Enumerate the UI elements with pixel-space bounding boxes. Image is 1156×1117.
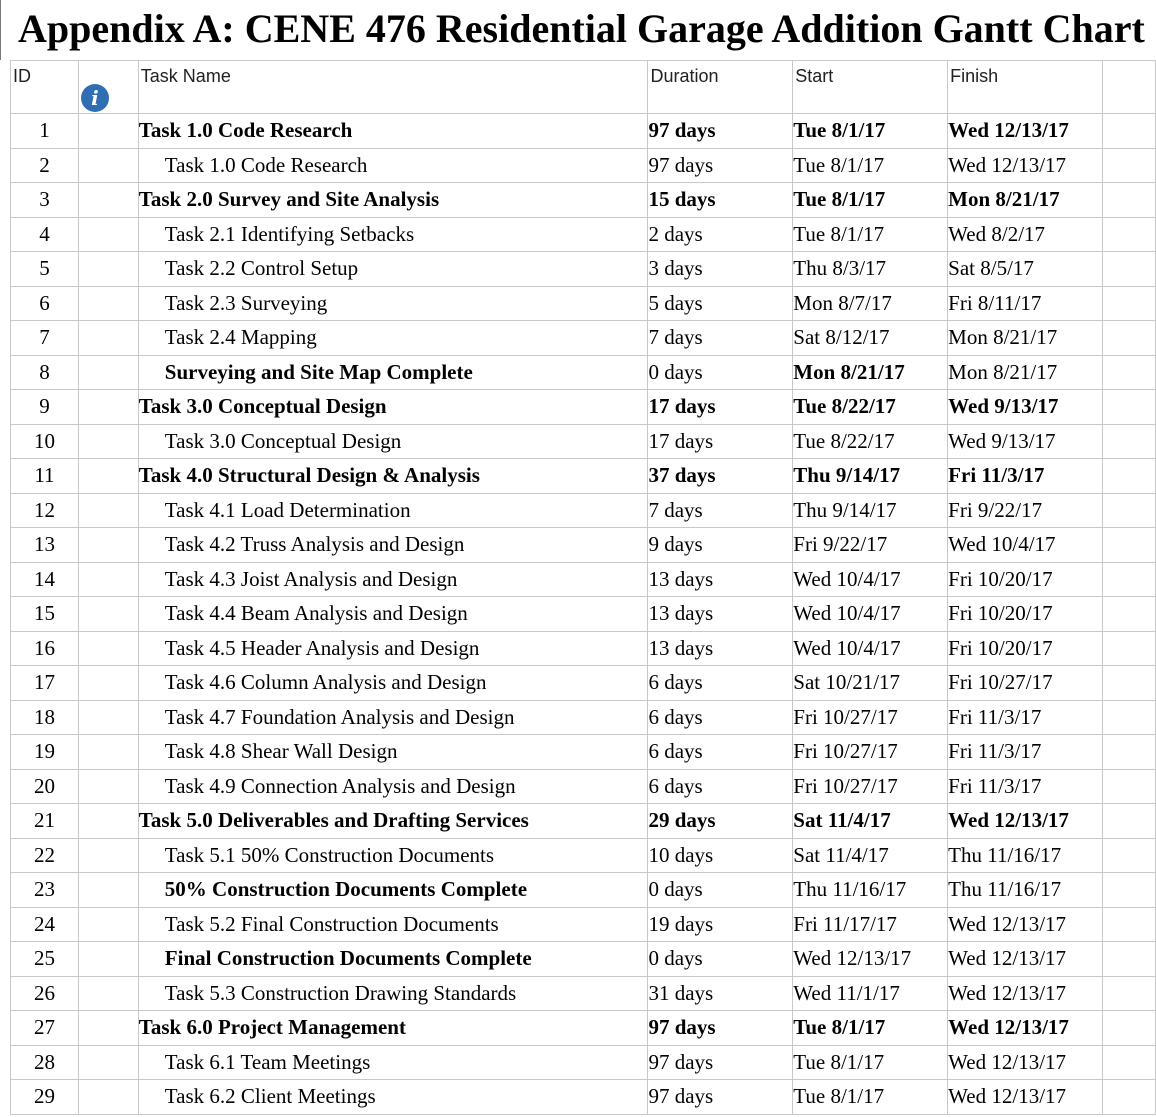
- row-finish[interactable]: Wed 9/13/17: [948, 424, 1103, 459]
- table-row[interactable]: [11, 459, 1156, 494]
- table-row[interactable]: [11, 424, 1156, 459]
- row-finish[interactable]: Fri 11/3/17: [948, 459, 1103, 494]
- table-row[interactable]: [11, 286, 1156, 321]
- row-task-name[interactable]: 50% Construction Documents Complete: [138, 873, 648, 908]
- row-duration[interactable]: 13 days: [648, 597, 793, 632]
- row-task-name[interactable]: Task 1.0 Code Research: [138, 148, 648, 183]
- row-start[interactable]: Fri 10/27/17: [793, 769, 948, 804]
- row-task-name[interactable]: Task 2.1 Identifying Setbacks: [138, 217, 648, 252]
- row-start[interactable]: Wed 12/13/17: [793, 942, 948, 977]
- row-id[interactable]: 3: [11, 183, 79, 218]
- row-finish[interactable]: Wed 9/13/17: [948, 390, 1103, 425]
- row-empty: [1103, 735, 1156, 770]
- row-start[interactable]: Fri 9/22/17: [793, 528, 948, 563]
- row-id[interactable]: 17: [11, 666, 79, 701]
- row-empty: [1103, 873, 1156, 908]
- row-start[interactable]: Fri 10/27/17: [793, 735, 948, 770]
- row-empty: [1103, 355, 1156, 390]
- row-id[interactable]: 25: [11, 942, 79, 977]
- row-id[interactable]: 13: [11, 528, 79, 563]
- table-row[interactable]: [11, 735, 1156, 770]
- row-id[interactable]: 29: [11, 1080, 79, 1115]
- row-id[interactable]: 18: [11, 700, 79, 735]
- row-finish[interactable]: Fri 11/3/17: [948, 700, 1103, 735]
- row-task-name[interactable]: Task 2.0 Survey and Site Analysis: [138, 183, 648, 218]
- column-header-start[interactable]: Start: [793, 61, 948, 114]
- table-row[interactable]: [11, 976, 1156, 1011]
- row-task-name[interactable]: Task 4.9 Connection Analysis and Design: [138, 769, 648, 804]
- row-info: [78, 321, 138, 356]
- row-start[interactable]: Tue 8/1/17: [793, 1011, 948, 1046]
- row-start[interactable]: Sat 8/12/17: [793, 321, 948, 356]
- row-task-name[interactable]: Task 5.2 Final Construction Documents: [138, 907, 648, 942]
- row-start[interactable]: Thu 11/16/17: [793, 873, 948, 908]
- row-empty: [1103, 459, 1156, 494]
- row-id[interactable]: 28: [11, 1045, 79, 1080]
- row-finish[interactable]: Wed 12/13/17: [948, 1011, 1103, 1046]
- row-task-name[interactable]: Task 4.2 Truss Analysis and Design: [138, 528, 648, 563]
- row-info: [78, 873, 138, 908]
- row-duration[interactable]: 97 days: [648, 148, 793, 183]
- row-id[interactable]: 16: [11, 631, 79, 666]
- column-header-task-name[interactable]: Task Name: [138, 61, 648, 114]
- row-id[interactable]: 24: [11, 907, 79, 942]
- row-empty: [1103, 1011, 1156, 1046]
- row-task-name[interactable]: Task 4.1 Load Determination: [138, 493, 648, 528]
- table-row[interactable]: [11, 562, 1156, 597]
- row-duration[interactable]: 13 days: [648, 562, 793, 597]
- row-task-name[interactable]: Task 6.1 Team Meetings: [138, 1045, 648, 1080]
- row-info: [78, 631, 138, 666]
- row-empty: [1103, 666, 1156, 701]
- row-duration[interactable]: 3 days: [648, 252, 793, 287]
- table-row[interactable]: [11, 321, 1156, 356]
- row-finish[interactable]: Mon 8/21/17: [948, 355, 1103, 390]
- row-duration[interactable]: 0 days: [648, 873, 793, 908]
- row-finish[interactable]: Wed 12/13/17: [948, 1080, 1103, 1115]
- row-finish[interactable]: Fri 9/22/17: [948, 493, 1103, 528]
- row-info: [78, 769, 138, 804]
- row-start[interactable]: Fri 11/17/17: [793, 907, 948, 942]
- row-start[interactable]: Tue 8/1/17: [793, 183, 948, 218]
- row-duration[interactable]: 6 days: [648, 666, 793, 701]
- row-start[interactable]: Thu 9/14/17: [793, 493, 948, 528]
- row-duration[interactable]: 7 days: [648, 493, 793, 528]
- row-info: [78, 390, 138, 425]
- row-info: [78, 735, 138, 770]
- row-empty: [1103, 390, 1156, 425]
- row-info: [78, 804, 138, 839]
- row-start[interactable]: Mon 8/7/17: [793, 286, 948, 321]
- row-empty: [1103, 907, 1156, 942]
- table-row[interactable]: [11, 355, 1156, 390]
- row-task-name[interactable]: Task 5.0 Deliverables and Drafting Services: [138, 804, 648, 839]
- row-id[interactable]: 5: [11, 252, 79, 287]
- row-task-name[interactable]: Task 5.3 Construction Drawing Standards: [138, 976, 648, 1011]
- row-task-name[interactable]: Task 4.8 Shear Wall Design: [138, 735, 648, 770]
- row-empty: [1103, 700, 1156, 735]
- row-id[interactable]: 9: [11, 390, 79, 425]
- row-id[interactable]: 4: [11, 217, 79, 252]
- row-task-name[interactable]: Task 2.3 Surveying: [138, 286, 648, 321]
- row-start[interactable]: Tue 8/1/17: [793, 1045, 948, 1080]
- row-info: [78, 838, 138, 873]
- row-id[interactable]: 27: [11, 1011, 79, 1046]
- row-task-name[interactable]: Task 3.0 Conceptual Design: [138, 390, 648, 425]
- row-duration[interactable]: 29 days: [648, 804, 793, 839]
- row-info: [78, 597, 138, 632]
- row-info: [78, 217, 138, 252]
- row-empty: [1103, 424, 1156, 459]
- row-empty: [1103, 183, 1156, 218]
- row-finish[interactable]: Sat 8/5/17: [948, 252, 1103, 287]
- row-info: [78, 1045, 138, 1080]
- table-row[interactable]: [11, 528, 1156, 563]
- row-info: [78, 493, 138, 528]
- row-finish[interactable]: Wed 10/4/17: [948, 528, 1103, 563]
- row-duration[interactable]: 17 days: [648, 424, 793, 459]
- row-start[interactable]: Tue 8/1/17: [793, 148, 948, 183]
- row-duration[interactable]: 10 days: [648, 838, 793, 873]
- row-finish[interactable]: Thu 11/16/17: [948, 838, 1103, 873]
- table-row[interactable]: [11, 114, 1156, 149]
- row-empty: [1103, 1080, 1156, 1115]
- row-info: [78, 976, 138, 1011]
- row-duration[interactable]: 15 days: [648, 183, 793, 218]
- table-row[interactable]: [11, 1011, 1156, 1046]
- row-info: [78, 286, 138, 321]
- row-task-name[interactable]: Task 4.0 Structural Design & Analysis: [138, 459, 648, 494]
- row-duration[interactable]: 97 days: [648, 1080, 793, 1115]
- row-info: [78, 183, 138, 218]
- row-info: [78, 114, 138, 149]
- row-start[interactable]: Sat 10/21/17: [793, 666, 948, 701]
- row-task-name[interactable]: Task 3.0 Conceptual Design: [138, 424, 648, 459]
- row-info: [78, 252, 138, 287]
- row-empty: [1103, 286, 1156, 321]
- row-start[interactable]: Tue 8/1/17: [793, 1080, 948, 1115]
- row-empty: [1103, 217, 1156, 252]
- row-empty: [1103, 252, 1156, 287]
- row-task-name[interactable]: Task 1.0 Code Research: [138, 114, 648, 149]
- row-finish[interactable]: Wed 8/2/17: [948, 217, 1103, 252]
- table-row[interactable]: [11, 252, 1156, 287]
- row-start[interactable]: Sat 11/4/17: [793, 838, 948, 873]
- row-empty: [1103, 631, 1156, 666]
- row-id[interactable]: 10: [11, 424, 79, 459]
- row-empty: [1103, 148, 1156, 183]
- column-header-id[interactable]: ID: [11, 61, 79, 114]
- row-start[interactable]: Wed 10/4/17: [793, 562, 948, 597]
- row-empty: [1103, 562, 1156, 597]
- row-finish[interactable]: Wed 12/13/17: [948, 907, 1103, 942]
- row-empty: [1103, 114, 1156, 149]
- table-row[interactable]: [11, 217, 1156, 252]
- row-task-name[interactable]: Task 2.2 Control Setup: [138, 252, 648, 287]
- row-id[interactable]: 2: [11, 148, 79, 183]
- row-start[interactable]: Tue 8/22/17: [793, 390, 948, 425]
- gantt-task-table: [10, 60, 1156, 1115]
- row-finish[interactable]: Wed 12/13/17: [948, 148, 1103, 183]
- title-left-border: [0, 0, 1, 60]
- table-row[interactable]: [11, 1045, 1156, 1080]
- row-id[interactable]: 1: [11, 114, 79, 149]
- row-duration[interactable]: 6 days: [648, 700, 793, 735]
- row-finish[interactable]: Thu 11/16/17: [948, 873, 1103, 908]
- row-empty: [1103, 769, 1156, 804]
- table-row[interactable]: [11, 1080, 1156, 1115]
- column-header-info[interactable]: [78, 61, 138, 114]
- row-info: [78, 148, 138, 183]
- row-duration[interactable]: 31 days: [648, 976, 793, 1011]
- table-header-row: [11, 61, 1156, 114]
- row-id[interactable]: 19: [11, 735, 79, 770]
- table-row[interactable]: [11, 493, 1156, 528]
- row-id[interactable]: 23: [11, 873, 79, 908]
- row-start[interactable]: Sat 11/4/17: [793, 804, 948, 839]
- row-info: [78, 528, 138, 563]
- row-start[interactable]: Tue 8/1/17: [793, 217, 948, 252]
- row-duration[interactable]: 6 days: [648, 769, 793, 804]
- row-id[interactable]: 26: [11, 976, 79, 1011]
- row-task-name[interactable]: Final Construction Documents Complete: [138, 942, 648, 977]
- row-id[interactable]: 12: [11, 493, 79, 528]
- row-task-name[interactable]: Task 6.2 Client Meetings: [138, 1080, 648, 1115]
- row-id[interactable]: 22: [11, 838, 79, 873]
- row-finish[interactable]: Wed 12/13/17: [948, 804, 1103, 839]
- row-id[interactable]: 8: [11, 355, 79, 390]
- row-empty: [1103, 528, 1156, 563]
- row-info: [78, 424, 138, 459]
- row-duration[interactable]: 97 days: [648, 1045, 793, 1080]
- row-start[interactable]: Mon 8/21/17: [793, 355, 948, 390]
- table-row[interactable]: [11, 183, 1156, 218]
- row-task-name[interactable]: Surveying and Site Map Complete: [138, 355, 648, 390]
- row-duration[interactable]: 2 days: [648, 217, 793, 252]
- row-finish[interactable]: Fri 10/20/17: [948, 597, 1103, 632]
- row-duration[interactable]: 19 days: [648, 907, 793, 942]
- row-start[interactable]: Wed 10/4/17: [793, 631, 948, 666]
- table-row[interactable]: [11, 804, 1156, 839]
- column-header-empty: [1103, 61, 1156, 114]
- row-info: [78, 907, 138, 942]
- row-task-name[interactable]: Task 4.5 Header Analysis and Design: [138, 631, 648, 666]
- row-info: [78, 666, 138, 701]
- row-task-name[interactable]: Task 4.4 Beam Analysis and Design: [138, 597, 648, 632]
- column-header-finish[interactable]: Finish: [948, 61, 1103, 114]
- row-empty: [1103, 493, 1156, 528]
- row-id[interactable]: 6: [11, 286, 79, 321]
- row-finish[interactable]: Wed 12/13/17: [948, 976, 1103, 1011]
- row-finish[interactable]: Wed 12/13/17: [948, 942, 1103, 977]
- table-row[interactable]: [11, 390, 1156, 425]
- row-info: [78, 700, 138, 735]
- row-finish[interactable]: Mon 8/21/17: [948, 321, 1103, 356]
- table-row[interactable]: [11, 631, 1156, 666]
- row-duration[interactable]: 0 days: [648, 942, 793, 977]
- row-info: [78, 562, 138, 597]
- row-start[interactable]: Tue 8/22/17: [793, 424, 948, 459]
- row-duration[interactable]: 0 days: [648, 355, 793, 390]
- row-duration[interactable]: 6 days: [648, 735, 793, 770]
- table-row[interactable]: [11, 148, 1156, 183]
- table-row[interactable]: [11, 907, 1156, 942]
- table-row[interactable]: [11, 700, 1156, 735]
- row-start[interactable]: Thu 9/14/17: [793, 459, 948, 494]
- row-duration[interactable]: 97 days: [648, 1011, 793, 1046]
- row-start[interactable]: Fri 10/27/17: [793, 700, 948, 735]
- row-finish[interactable]: Fri 11/3/17: [948, 769, 1103, 804]
- row-id[interactable]: 11: [11, 459, 79, 494]
- table-row[interactable]: [11, 666, 1156, 701]
- row-duration[interactable]: 7 days: [648, 321, 793, 356]
- table-row[interactable]: [11, 597, 1156, 632]
- row-task-name[interactable]: Task 5.1 50% Construction Documents: [138, 838, 648, 873]
- row-finish[interactable]: Fri 8/11/17: [948, 286, 1103, 321]
- row-start[interactable]: Wed 11/1/17: [793, 976, 948, 1011]
- row-finish[interactable]: Mon 8/21/17: [948, 183, 1103, 218]
- row-id[interactable]: 15: [11, 597, 79, 632]
- row-empty: [1103, 321, 1156, 356]
- row-info: [78, 355, 138, 390]
- row-finish[interactable]: Wed 12/13/17: [948, 1045, 1103, 1080]
- document-title: Appendix A: CENE 476 Residential Garage Addition Gantt Chart: [18, 6, 1145, 51]
- table-row[interactable]: [11, 942, 1156, 977]
- table-row[interactable]: [11, 838, 1156, 873]
- row-duration[interactable]: 37 days: [648, 459, 793, 494]
- row-duration[interactable]: 13 days: [648, 631, 793, 666]
- row-info: [78, 1080, 138, 1115]
- row-empty: [1103, 597, 1156, 632]
- row-task-name[interactable]: Task 4.7 Foundation Analysis and Design: [138, 700, 648, 735]
- row-id[interactable]: 20: [11, 769, 79, 804]
- row-id[interactable]: 7: [11, 321, 79, 356]
- row-empty: [1103, 976, 1156, 1011]
- row-task-name[interactable]: Task 2.4 Mapping: [138, 321, 648, 356]
- table-row[interactable]: [11, 769, 1156, 804]
- row-finish[interactable]: Wed 12/13/17: [948, 114, 1103, 149]
- row-task-name[interactable]: Task 6.0 Project Management: [138, 1011, 648, 1046]
- row-duration[interactable]: 97 days: [648, 114, 793, 149]
- row-empty: [1103, 838, 1156, 873]
- row-info: [78, 942, 138, 977]
- row-id[interactable]: 21: [11, 804, 79, 839]
- row-finish[interactable]: Fri 10/27/17: [948, 666, 1103, 701]
- row-start[interactable]: Tue 8/1/17: [793, 114, 948, 149]
- row-task-name[interactable]: Task 4.6 Column Analysis and Design: [138, 666, 648, 701]
- row-empty: [1103, 804, 1156, 839]
- table-row[interactable]: [11, 873, 1156, 908]
- column-header-duration[interactable]: Duration: [648, 61, 793, 114]
- row-empty: [1103, 1045, 1156, 1080]
- row-empty: [1103, 942, 1156, 977]
- row-duration[interactable]: 17 days: [648, 390, 793, 425]
- row-duration[interactable]: 5 days: [648, 286, 793, 321]
- row-start[interactable]: Wed 10/4/17: [793, 597, 948, 632]
- row-id[interactable]: 14: [11, 562, 79, 597]
- row-finish[interactable]: Fri 10/20/17: [948, 562, 1103, 597]
- row-info: [78, 459, 138, 494]
- row-task-name[interactable]: Task 4.3 Joist Analysis and Design: [138, 562, 648, 597]
- row-finish[interactable]: Fri 11/3/17: [948, 735, 1103, 770]
- row-info: [78, 1011, 138, 1046]
- info-icon: i: [81, 84, 109, 112]
- row-duration[interactable]: 9 days: [648, 528, 793, 563]
- row-start[interactable]: Thu 8/3/17: [793, 252, 948, 287]
- row-finish[interactable]: Fri 10/20/17: [948, 631, 1103, 666]
